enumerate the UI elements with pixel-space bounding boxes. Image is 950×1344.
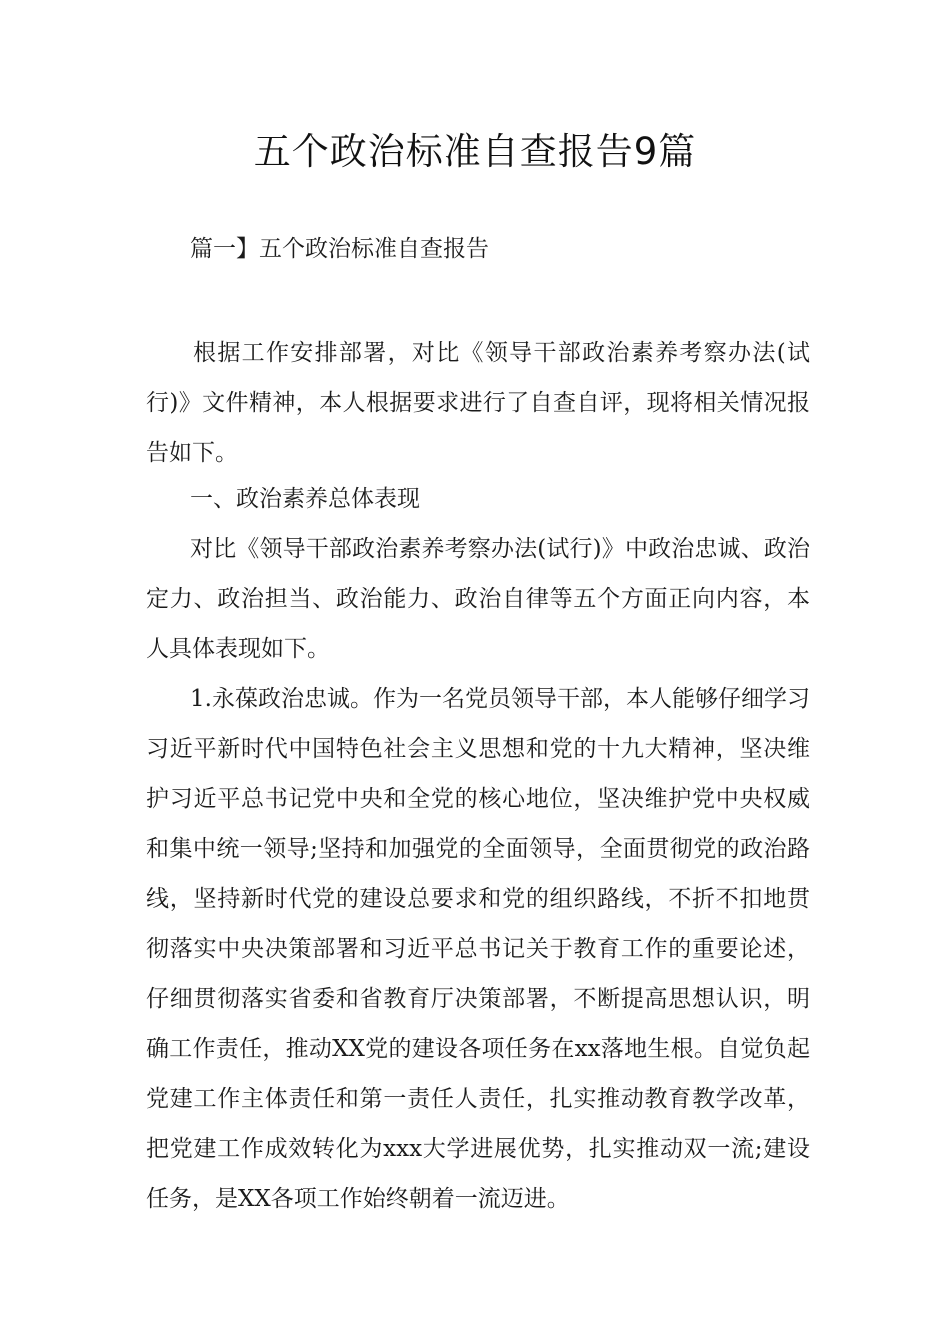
document-title: 五个政治标准自查报告9篇 [253, 130, 697, 173]
overview-paragraph: 对比《领导干部政治素养考察办法(试行)》中政治忠诚、政治定力、政治担当、政治能力、政治自律等五个方面正向内容，本人具体表现如下。 [146, 536, 810, 662]
article-subheading: 篇一】五个政治标准自查报告 [190, 236, 489, 262]
intro-paragraph: 根据工作安排部署，对比《领导干部政治素养考察办法(试行)》文件精神，本人根据要求进行了自查自评，现将相关情况报告如下。 [146, 340, 810, 466]
section-heading: 一、政治素养总体表现 [190, 486, 420, 512]
item-1-paragraph: 1.永葆政治忠诚。作为一名党员领导干部，本人能够仔细学习习近平新时代中国特色社会主义思想和党的十九大精神，坚决维护习近平总书记党中央和全党的核心地位，坚决维护党中央权威和集中统一领导;坚持和加强党的全面领导，全面贯彻党的政治路线，坚持新时代党的建设总要求和党的组织路线，不折不扣地贯彻落实中央决策部署和习近平总书记关于教育工作的重要论述，仔细贯彻落实省委和省教育厅决策部署，不断提高思想认识，明确工作责任，推动XX党的建设各项任务在xx落地生根。自觉负起党建工作主体责任和第一责任人责任，扎实推动教育教学改革，把党建工作成效转化为xxx大学进展优势，扎实推动双一流;建设任务，是XX各项工作始终朝着一流迈进。 [146, 686, 810, 1212]
